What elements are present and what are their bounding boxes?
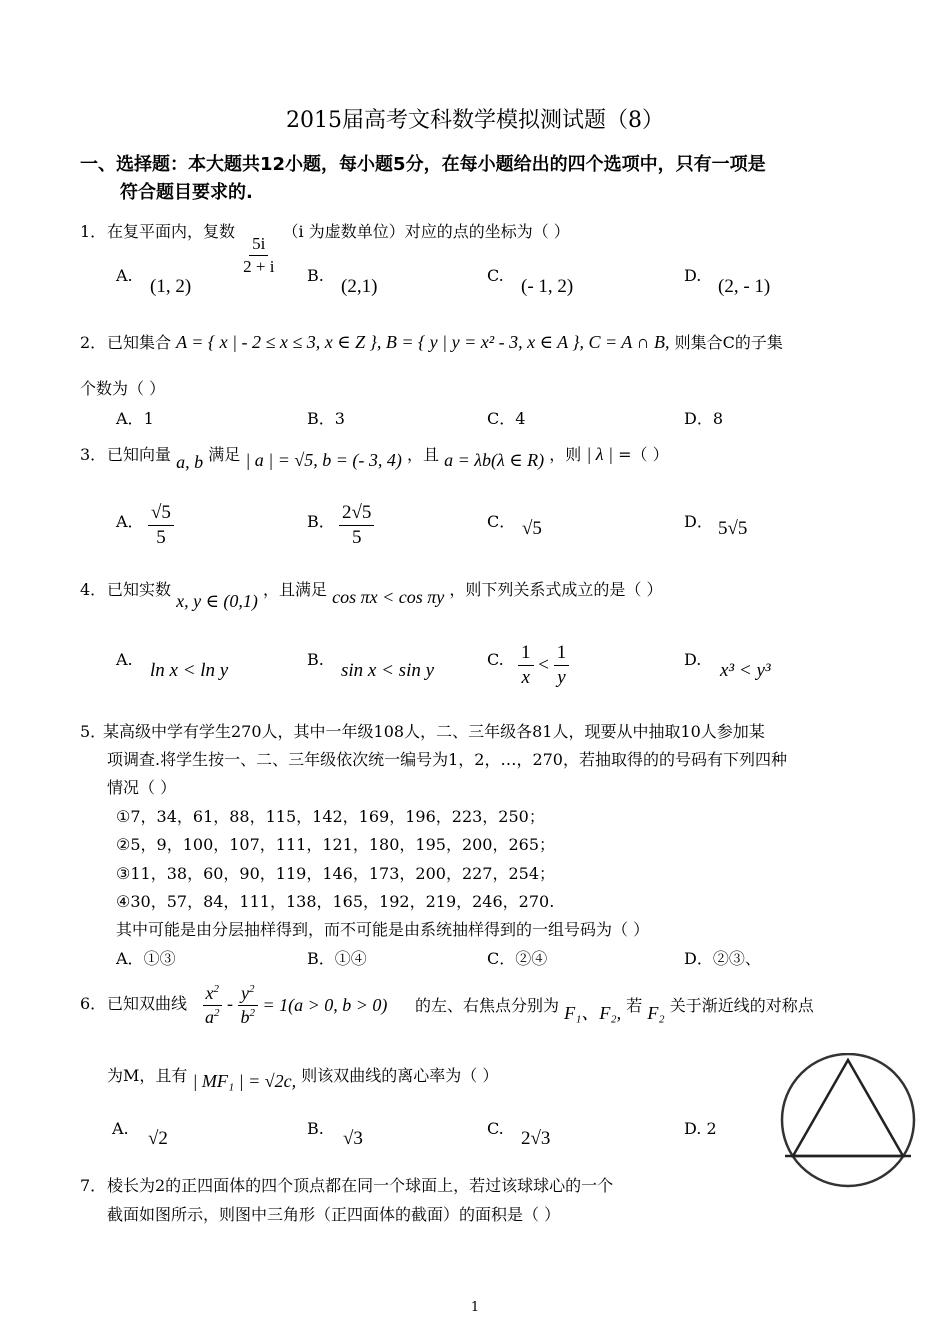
- tetrahedron-section-triangle: [793, 1060, 903, 1156]
- q2-option-b[interactable]: [307, 406, 345, 429]
- q5-option-a[interactable]: [116, 946, 176, 969]
- q2-stem-pre: 已知集合: [107, 333, 172, 352]
- q6-option-a-label[interactable]: A.: [112, 1119, 129, 1138]
- q5-option-c[interactable]: [487, 946, 547, 969]
- q6-frac-x: [202, 984, 223, 1027]
- q4-condition: x, y ∈ (0,1): [176, 591, 258, 611]
- q6-frac-y-den: $b^2$: [240, 1006, 255, 1027]
- q3-stem-mid: 满足: [208, 445, 241, 464]
- page-title: 2015届高考文科数学模拟测试题（8）: [286, 108, 664, 133]
- q6-option-d[interactable]: [684, 1119, 717, 1138]
- q3-stem-post: =（ ）: [618, 445, 669, 464]
- q5-number: 5．: [80, 722, 107, 741]
- q6-option-d-value: 2: [706, 1119, 717, 1138]
- q3-option-b-num: 2√5: [339, 503, 374, 526]
- q3-option-a-den: 5: [156, 526, 166, 548]
- q3-option-b-den: 5: [351, 526, 362, 548]
- sphere-circle: [782, 1054, 914, 1186]
- q7-number: 7．: [80, 1176, 107, 1195]
- q3-option-b: [339, 503, 374, 548]
- q4-option-c-den-left: x: [521, 666, 530, 688]
- q6-foci: F₁、F₂,: [564, 1003, 622, 1023]
- q6-stem-line2-post: 则该双曲线的离心率为（ ）: [301, 1066, 499, 1085]
- q3-option-d: 5√5: [718, 518, 748, 539]
- q5-option-b-value: ①④: [334, 949, 367, 968]
- q5-option-c-label: C．: [487, 949, 516, 968]
- q2-set-a: A = { x | - 2 ≤ x ≤ 3, x ∈ Z }: [176, 332, 377, 352]
- page-number: 1: [470, 1300, 480, 1315]
- q6-stem-line2-pre: 为M，且有: [107, 1066, 188, 1085]
- q6-stem-mid2: 若: [626, 996, 643, 1015]
- q4-stem-post: ，则下列关系式成立的是（ ）: [449, 580, 663, 599]
- q6-stem-pre: 已知双曲线: [107, 994, 188, 1013]
- q4-option-c-num-left: 1: [518, 643, 534, 666]
- sphere-section-figure: [773, 1053, 923, 1188]
- q2-option-d[interactable]: [684, 406, 723, 429]
- q5-stem-line4: 其中可能是由分层抽样得到，而不可能是由系统抽样得到的一组号码为（ ）: [116, 920, 650, 939]
- q4-option-c-frac-left: [518, 643, 534, 688]
- q3-option-b-label[interactable]: B．: [307, 512, 335, 531]
- q6-stem-mid: [415, 991, 814, 1023]
- q1-option-c: (- 1, 2): [521, 276, 574, 297]
- section-heading-line2: 符合题目要求的.: [120, 182, 253, 203]
- q6-option-d-label: D.: [684, 1119, 702, 1138]
- q2-option-c-label: C．: [487, 409, 516, 428]
- q1-fraction-den: 2 + i: [243, 256, 275, 276]
- q4-inequality: cos πx < cos πy: [332, 587, 445, 607]
- q4-option-c-num-right: 1: [554, 643, 570, 666]
- q3-abs-lambda: | λ |: [586, 444, 614, 464]
- q2-number: 2．: [80, 333, 107, 352]
- q4-option-d-label[interactable]: D.: [684, 650, 702, 669]
- q6-frac-y: [238, 984, 259, 1027]
- q3-stem-pre: 已知向量: [107, 445, 172, 464]
- q2-stem-post: 则集合C的子集: [674, 333, 783, 352]
- q4-option-a: ln x < ln y: [150, 660, 229, 681]
- q5-item-1: ①7，34，61，88，115，142，169，196，223，250；: [116, 807, 545, 826]
- q4-option-b: sin x < sin y: [341, 660, 435, 681]
- q5-option-b[interactable]: [307, 946, 367, 969]
- q2-option-a-value: 1: [143, 409, 154, 428]
- q2-stem: [107, 330, 783, 353]
- q3-option-c-label[interactable]: C．: [487, 512, 516, 531]
- q1-option-d-label[interactable]: D.: [684, 266, 702, 285]
- q5-option-c-value: ②④: [515, 949, 548, 968]
- q2-option-c-value: 4: [515, 409, 526, 428]
- q6-minus: -: [227, 993, 233, 1014]
- q4-option-c-frac-right: [554, 643, 570, 688]
- q3-option-a: [148, 503, 174, 548]
- q4-option-c-den-right: y: [557, 666, 566, 688]
- q5-item-3: ③11，38，60，90，119，146，173，200，227，254；: [116, 864, 556, 883]
- q3-option-c: √5: [522, 518, 542, 539]
- q5-option-a-value: ①③: [143, 949, 176, 968]
- q3-condition: | a | = √5, b = (- 3, 4): [245, 450, 402, 470]
- q5-stem-line1: 某高级中学有学生270人，其中一年级108人，二、三年级各81人，现要从中抽取10人参加某: [103, 722, 765, 741]
- q2-option-b-label: B．: [307, 409, 335, 428]
- q1-number: 1．: [80, 222, 107, 241]
- q4-option-a-label[interactable]: A.: [116, 650, 133, 669]
- q1-fraction-num: 5i: [249, 235, 268, 256]
- q6-option-c-label[interactable]: C.: [487, 1119, 504, 1138]
- q2-option-d-label: D．: [684, 409, 713, 428]
- q1-option-a-label[interactable]: A.: [116, 266, 133, 285]
- q3-relation: a = λb(λ ∈ R): [444, 450, 545, 470]
- q6-frac-y-num: $y^2$: [238, 984, 258, 1006]
- q4-option-d: x³ < y³: [720, 660, 771, 681]
- q2-option-b-value: 3: [334, 409, 345, 428]
- q3-stem: [107, 442, 669, 472]
- q4-option-b-label[interactable]: B.: [307, 650, 324, 669]
- q6-equation-tail: = 1(a > 0, b > 0): [262, 994, 388, 1015]
- q4-option-c-label[interactable]: C.: [487, 650, 504, 669]
- q6-option-a: √2: [148, 1128, 168, 1149]
- q3-option-a-num: √5: [148, 503, 174, 526]
- q6-frac-x-den: $a^2$: [205, 1006, 220, 1027]
- q3-option-a-fraction: [148, 503, 174, 548]
- q1-stem-post: （i 为虚数单位）对应的点的坐标为（ ）: [282, 222, 570, 241]
- q5-option-d[interactable]: [684, 946, 761, 969]
- q1-option-a: (1, 2): [150, 276, 192, 297]
- q5-stem-line3: 情况（ ）: [107, 778, 177, 797]
- q1-option-b-label[interactable]: B.: [307, 266, 324, 285]
- q3-option-a-label[interactable]: A．: [116, 512, 144, 531]
- q4-option-c: [518, 643, 569, 688]
- q4-stem: [107, 577, 663, 611]
- q2-option-a-label: A．: [116, 409, 144, 428]
- q4-number: 4．: [80, 580, 107, 599]
- q6-option-c: 2√3: [521, 1128, 551, 1149]
- q5-option-b-label: B．: [307, 949, 335, 968]
- section-heading-line1: 一、选择题：本大题共12小题，每小题5分，在每小题给出的四个选项中，只有一项是: [80, 154, 766, 175]
- q2-set-b: , B = { y | y = x² - 3, x ∈ A }: [376, 332, 580, 352]
- q5-item-4: ④30，57，84，111，138，165，192，219，246，270.: [116, 892, 555, 911]
- q3-vars: a, b: [176, 452, 204, 472]
- q1-option-b: (2,1): [341, 276, 378, 297]
- q6-stem-line2: [107, 1063, 499, 1091]
- q3-number: 3．: [80, 445, 107, 464]
- q3-option-d-label[interactable]: D．: [684, 512, 713, 531]
- q1-option-c-label[interactable]: C.: [487, 266, 504, 285]
- q2-stem-line2: 个数为（ ）: [80, 379, 166, 398]
- q3-stem-mid2: ，且: [406, 445, 439, 464]
- q5-item-2: ②5，9，100，107，111，121，180，195，200，265；: [116, 835, 556, 854]
- q2-option-c[interactable]: [487, 406, 525, 429]
- q6-stem-post: 关于渐近线的对称点: [669, 996, 814, 1015]
- q4-option-c-lt: <: [538, 654, 549, 676]
- q1-fraction: [240, 235, 277, 276]
- q6-number: 6．: [80, 994, 107, 1013]
- q6-condition: | MF₁ | = √2c,: [192, 1071, 297, 1091]
- q1-stem-pre: 在复平面内，复数: [107, 222, 236, 241]
- q6-option-b-label[interactable]: B.: [307, 1119, 324, 1138]
- q5-option-a-label: A．: [116, 949, 144, 968]
- q5-option-d-label: D．: [684, 949, 713, 968]
- q2-option-a[interactable]: [116, 406, 154, 429]
- q7-stem-line1: 棱长为2的正四面体的四个顶点都在同一个球面上，若过该球球心的一个: [107, 1176, 614, 1195]
- q1-option-d: (2, - 1): [718, 276, 771, 297]
- q5-option-d-value: ②③、: [712, 949, 761, 968]
- q5-stem-line2: 项调查.将学生按一、二、三年级依次统一编号为1，2，…，270，若抽取得的的号码有下列四种: [107, 750, 787, 769]
- q2-option-d-value: 8: [712, 409, 724, 428]
- q7-stem-line2: 截面如图所示，则图中三角形（正四面体的截面）的面积是（ ）: [107, 1205, 561, 1224]
- q6-f2: F₂: [647, 1003, 665, 1023]
- q4-stem-pre: 已知实数: [107, 580, 172, 599]
- q3-stem-mid3: ，则: [549, 445, 582, 464]
- q2-set-c: , C = A ∩ B,: [579, 332, 670, 352]
- q6-stem-mid-text: 的左、右焦点分别为: [415, 996, 560, 1015]
- q6-frac-x-num: $x^2$: [203, 984, 223, 1006]
- q6-option-b: √3: [343, 1128, 363, 1149]
- q6-hyperbola-equation: [202, 984, 387, 1027]
- q3-option-b-fraction: [339, 503, 374, 548]
- q4-stem-mid: ，且满足: [263, 580, 328, 599]
